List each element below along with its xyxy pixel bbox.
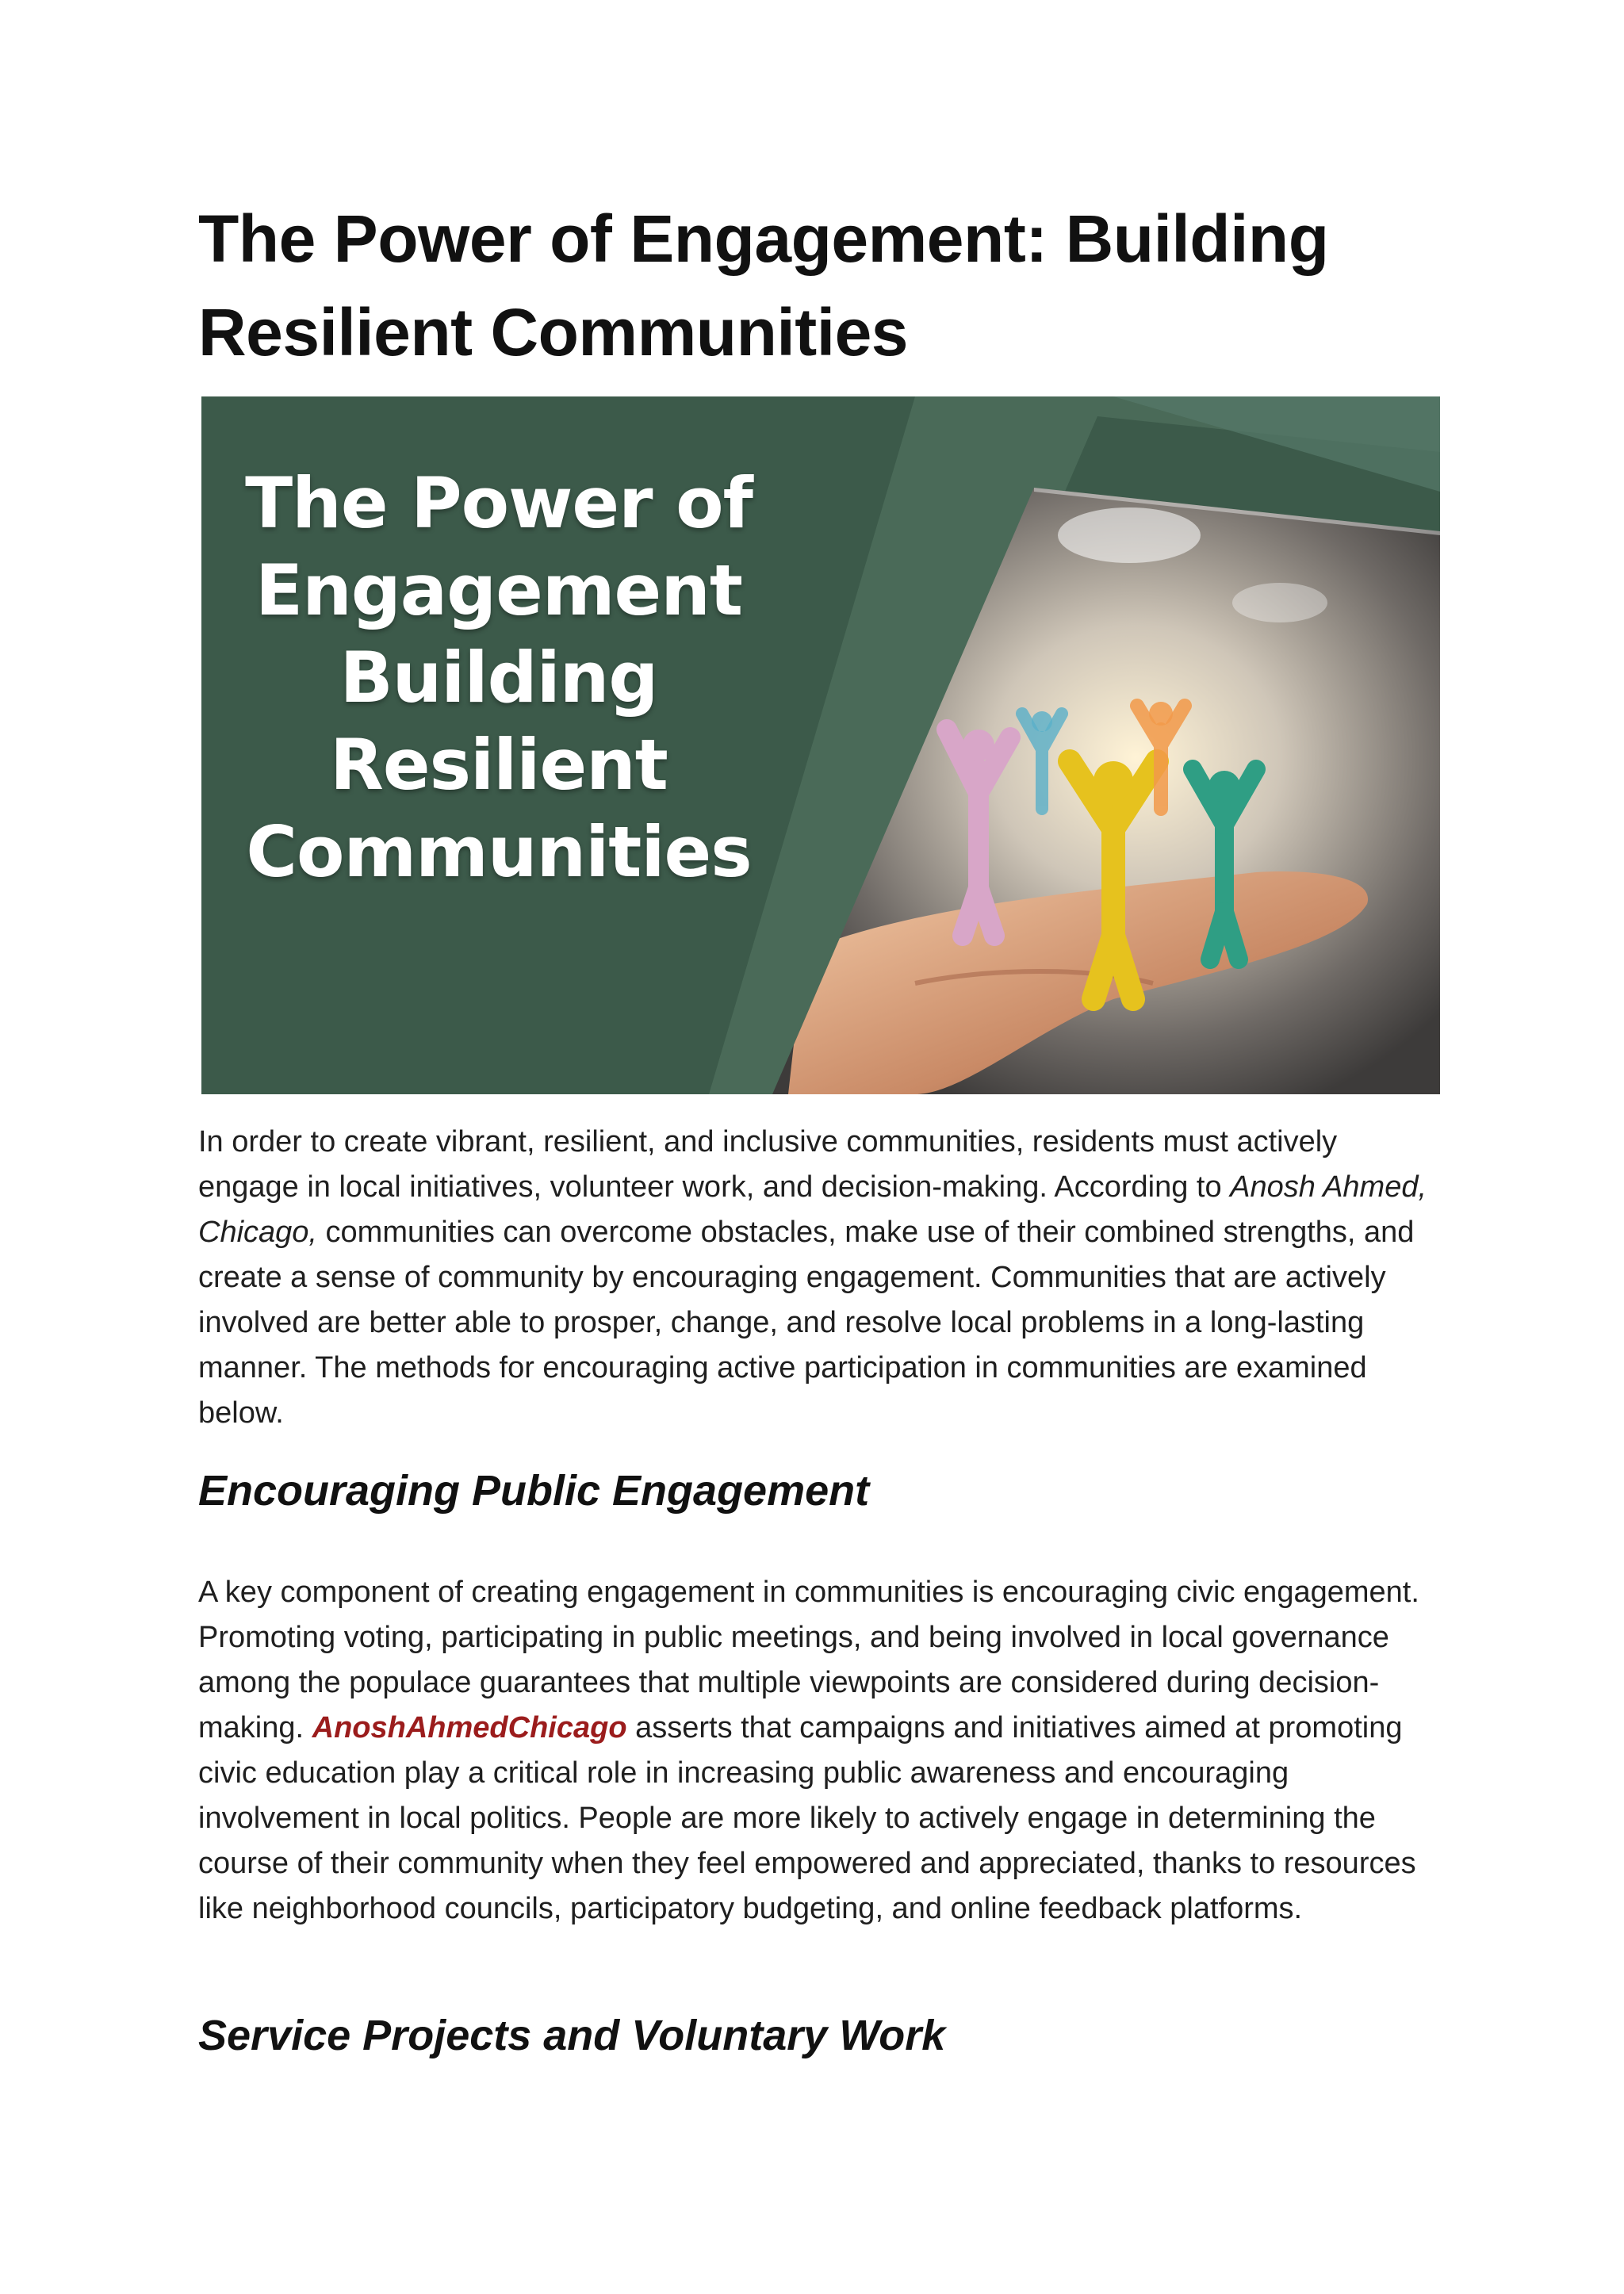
- hero-line-2: Engagement: [255, 550, 742, 631]
- intro-emphasis: Anosh Ahmed, Chicago,: [198, 1170, 1427, 1249]
- section-heading-service-projects: Service Projects and Voluntary Work: [198, 2012, 946, 2059]
- section-heading-public-engagement: Encouraging Public Engagement: [198, 1467, 870, 1515]
- intro-text-1: In order to create vibrant, resilient, and inclusive communities, residents must actively engage in local initiatives, volunteer work, and decision-making. According to: [198, 1125, 1338, 1204]
- section1-paragraph: [198, 1570, 1443, 1932]
- hero-title-text: [201, 460, 796, 896]
- intro-text-2: communities can overcome obstacles, make use of their combined strengths, and create a sense of community by encouraging engagement. Communities that are actively involved are better able to prosper, change, and resolve local problems in a long-lasting manner. The methods for encouraging active participation in communities are examined below.: [198, 1216, 1415, 1430]
- section1-text-2: asserts that campaigns and initiatives aimed at promoting civic education play a critical role in increasing public awareness and encouraging involvement in local politics. People are more likely to actively engage in determining the course of their community when they feel empowered and appreciated, thanks to resources like neighborhood councils, participatory budgeting, and online feedback platforms.: [198, 1711, 1416, 1925]
- hero-line-3: Building: [339, 637, 658, 718]
- hero-banner: [201, 396, 1440, 1094]
- article-title: The Power of Engagement: Building Resilient Communities: [198, 201, 1329, 370]
- intro-paragraph: [198, 1120, 1443, 1436]
- hero-line-5: Communities: [246, 811, 752, 893]
- author-link[interactable]: AnoshAhmedChicago: [312, 1711, 627, 1744]
- section1-text-1: A key component of creating engagement in communities is encouraging civic engagement. Promoting voting, participating in public meetings, and being involved in local governance among the populace guarantees that multiple viewpoints are considered during decision-making.: [198, 1576, 1419, 1744]
- hero-line-4: Resilient: [330, 724, 668, 806]
- hero-line-1: The Power of: [245, 462, 753, 544]
